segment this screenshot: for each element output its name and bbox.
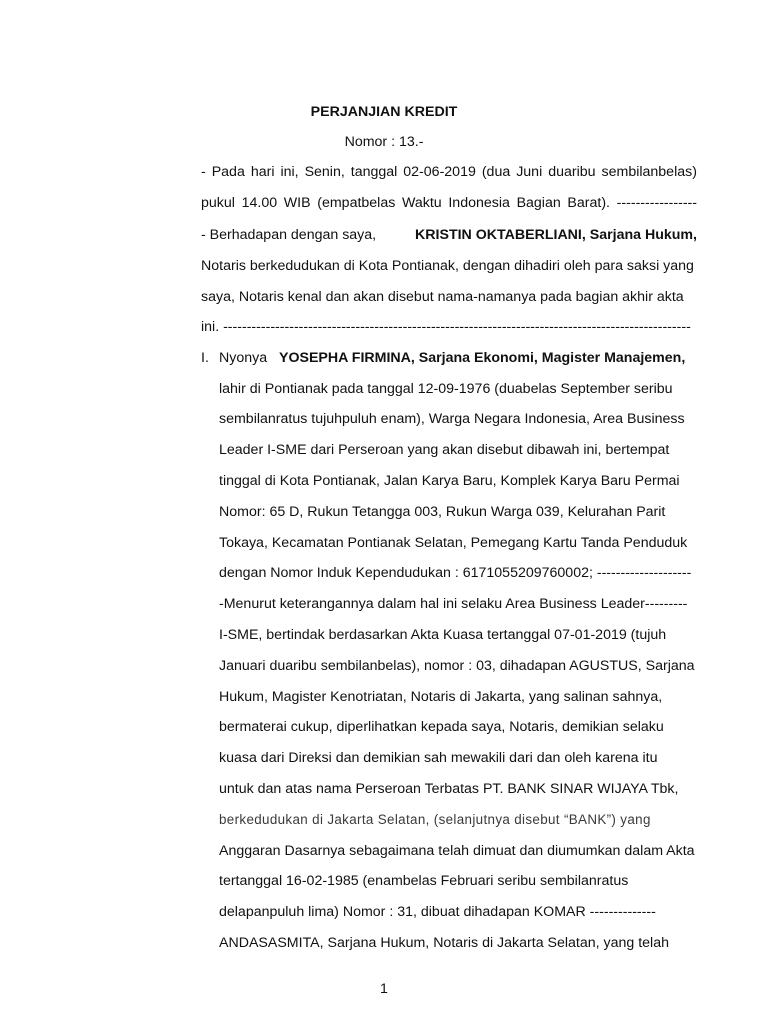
text-line-2 — [201, 194, 697, 212]
text-line-14: dengan Nomor Induk Kependudukan : 6171055209760002; -------------------- — [219, 565, 692, 581]
word: 14.00 — [241, 195, 278, 211]
appearer-intro: - Berhadapan dengan saya, — [201, 227, 377, 243]
party-title: Nyonya — [219, 350, 268, 366]
text-line-3 — [201, 226, 697, 244]
document-number: Nomor : 13.- — [344, 134, 424, 150]
text-line-19: bermaterai cukup, diperlihatkan kepada saya, Notaris, demikian selaku — [219, 719, 664, 735]
text-line-23: Anggaran Dasarnya sebagaimana telah dimuat dan diumumkan dalam Akta — [219, 843, 695, 859]
document-title: PERJANJIAN KREDIT — [310, 104, 458, 120]
word: ----------------- — [616, 195, 697, 211]
word: 02-06-2019 — [403, 164, 476, 180]
text-line-9: sembilanratus tujuhpuluh enam), Warga Negara Indonesia, Area Business — [219, 411, 685, 427]
word: - — [201, 164, 206, 180]
word: Bagian — [516, 195, 561, 211]
word: Pada — [211, 164, 245, 180]
text-line-20: kuasa dari Direksi dan demikian sah mewakili dari dan oleh karena itu — [219, 750, 658, 766]
text-line-12: Nomor: 65 D, Rukun Tetangga 003, Rukun Warga 039, Kelurahan Parit — [219, 504, 666, 520]
text-line-13: Tokaya, Kecamatan Pontianak Selatan, Pemegang Kartu Tanda Penduduk — [219, 535, 688, 551]
text-line-1 — [201, 163, 697, 181]
text-line-5: saya, Notaris kenal dan akan disebut nama-namanya pada bagian akhir akta — [201, 289, 684, 305]
word: ini, — [280, 164, 299, 180]
text-line-16: I-SME, bertindak berdasarkan Akta Kuasa tertanggal 07-01-2019 (tujuh — [219, 627, 667, 643]
word: (empatbelas — [317, 195, 396, 211]
page-number: 1 — [380, 981, 388, 997]
text-line-24: tertanggal 16-02-1985 (enambelas Februari seribu sembilanratus — [219, 873, 629, 889]
party-name: YOSEPHA FIRMINA, Sarjana Ekonomi, Magister Manajemen, — [279, 350, 686, 366]
notary-name: KRISTIN OKTABERLIANI, Sarjana Hukum, — [415, 227, 697, 243]
text-line-17: Januari duaribu sembilanbelas), nomor : 03, dihadapan AGUSTUS, Sarjana — [219, 658, 695, 674]
text-line-4: Notaris berkedudukan di Kota Pontianak, dengan dihadiri oleh para saksi yang — [201, 258, 694, 274]
text-line-8: lahir di Pontianak pada tanggal 12-09-1976 (duabelas September seribu — [219, 381, 673, 397]
word: pukul — [201, 195, 235, 211]
word: Juni — [516, 164, 543, 180]
text-line-15: -Menurut keterangannya dalam hal ini selaku Area Business Leader--------- — [219, 596, 688, 612]
text-line-26: ANDASASMITA, Sarjana Hukum, Notaris di Jakarta Selatan, yang telah — [219, 935, 669, 951]
text-line-22: berkedudukan di Jakarta Selatan, (selanjutnya disebut “BANK”) yang — [219, 812, 651, 827]
word: tanggal — [350, 164, 398, 180]
text-line-10: Leader I-SME dari Perseroan yang akan disebut dibawah ini, bertempat — [219, 442, 670, 458]
word: Barat). — [567, 195, 610, 211]
text-line-18: Hukum, Magister Kenotriatan, Notaris di Jakarta, yang salinan sahnya, — [219, 689, 663, 705]
word: Waktu — [402, 195, 442, 211]
text-line-21: untuk dan atas nama Perseroan Terbatas PT. BANK SINAR WIJAYA Tbk, — [219, 781, 679, 797]
word: duaribu — [548, 164, 596, 180]
word: WIB — [283, 195, 311, 211]
word: hari — [250, 164, 275, 180]
word: Senin, — [304, 164, 345, 180]
text-line-25: delapanpuluh lima) Nomor : 31, dibuat dihadapan KOMAR -------------- — [219, 904, 656, 920]
word: (dua — [481, 164, 511, 180]
text-line-6: ini. --------------------------------------------------------------------------------------------------- — [201, 319, 691, 335]
word: sembilanbelas) — [601, 164, 697, 180]
list-marker: I. — [201, 350, 209, 366]
word: Indonesia — [448, 195, 510, 211]
text-line-11: tinggal di Kota Pontianak, Jalan Karya Baru, Komplek Karya Baru Permai — [219, 473, 680, 489]
